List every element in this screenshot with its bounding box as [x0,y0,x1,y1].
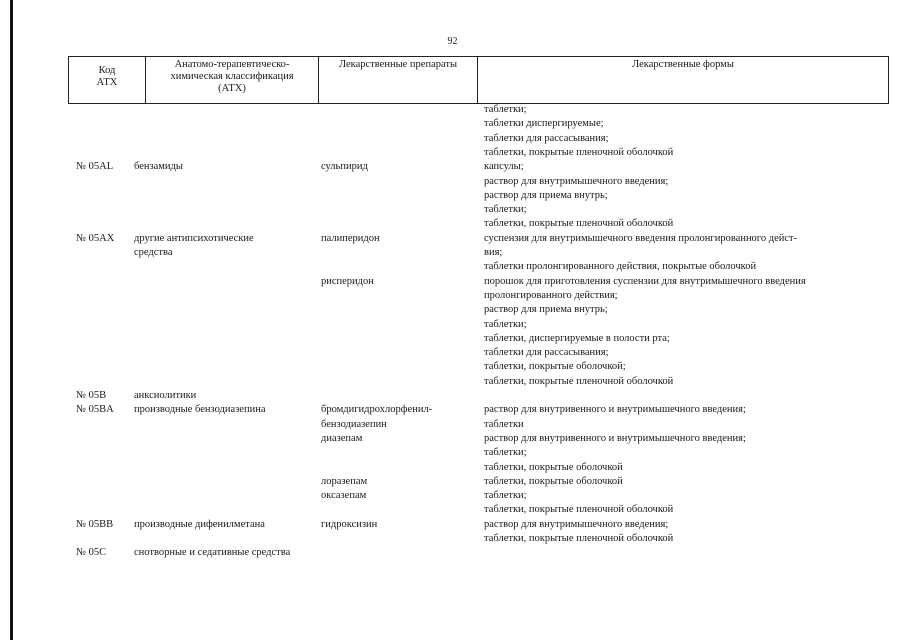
row-form: таблетки, покрытые оболочкой [484,461,623,473]
row-form: таблетки, покрытые оболочкой; [484,361,626,373]
row-form: таблетки для рассасывания; [484,132,609,144]
row-form: капсулы; [484,161,524,173]
row-classification: производные бензодиазепина [134,404,266,416]
row-code: № 05AL [76,161,114,173]
row-classification: средства [134,247,173,258]
row-drug: бромдигидрохлорфенил- [321,404,433,416]
row-form: раствор для внутримышечного введения; [484,175,669,187]
row-form: таблетки, покрытые пленочной оболочкой [484,146,674,158]
row-drug: оксазепам [321,490,367,502]
row-drug: гидроксизин [321,518,378,530]
header-classification-line-1: Анатомо-терапевтическо- [174,59,290,70]
row-form: таблетки, покрытые пленочной оболочкой [484,533,674,544]
row-form: порошок для приготовления суспензии для внутримышечного введения [484,275,806,287]
header-code-line-1: Код [98,65,116,76]
header-forms: Лекарственные формы [478,57,889,104]
row-form: суспензия для внутримышечного введения пролонгированного дейст- [484,232,798,244]
header-classification-line-2: химическая классификация [170,71,294,82]
row-form: таблетки, покрытые пленочной оболочкой [484,504,674,516]
row-drug: лоразепам [321,475,368,487]
header-code-line-2: АТХ [96,77,118,88]
row-form: раствор для внутримышечного введения; [484,518,669,530]
row-form: таблетки [484,418,524,430]
header-drugs: Лекарственные препараты [319,57,478,104]
row-form: таблетки диспергируемые; [484,118,604,130]
row-form: таблетки, покрытые пленочной оболочкой [484,218,674,230]
row-form: таблетки, диспергируемые в полости рта; [484,332,670,344]
row-code: № 05BA [76,404,114,416]
row-form: таблетки; [484,104,527,115]
row-drug: диазепам [321,432,363,444]
row-form: таблетки пролонгированного действия, покрытые оболочкой [484,261,757,273]
row-drug: палиперидон [321,232,380,244]
row-code: № 05BB [76,518,114,530]
row-drug: сульпирид [321,161,368,173]
header-classification-line-3: (АТХ) [218,83,246,94]
row-form: вия; [484,247,503,258]
row-form: таблетки; [484,490,527,502]
row-drug: рисперидон [321,275,374,287]
row-code: № 05C [76,547,107,559]
row-form: раствор для внутривенного и внутримышечного введения; [484,404,746,416]
row-code: № 05B [76,390,107,401]
row-classification: снотворные и седативные средства [134,547,291,559]
row-classification: анксиолитики [134,390,197,401]
row-classification: другие антипсихотические [134,232,254,244]
row-form: раствор для приема внутрь; [484,189,608,201]
row-form: раствор для внутривенного и внутримышечного введения; [484,432,746,444]
row-form: таблетки; [484,204,527,216]
row-code: № 05AX [76,232,115,244]
row-form: пролонгированного действия; [484,289,618,301]
row-form: таблетки для рассасывания; [484,347,609,359]
row-drug: бензодиазепин [321,418,387,430]
row-form: таблетки; [484,318,527,330]
row-form: таблетки, покрытые оболочкой [484,475,623,487]
row-classification: производные дифенилметана [134,518,265,530]
row-form: таблетки; [484,447,527,459]
page-number: 92 [447,36,458,47]
row-form: раствор для приема внутрь; [484,304,608,316]
row-form: таблетки, покрытые пленочной оболочкой [484,375,674,387]
row-classification: бензамиды [134,161,183,173]
